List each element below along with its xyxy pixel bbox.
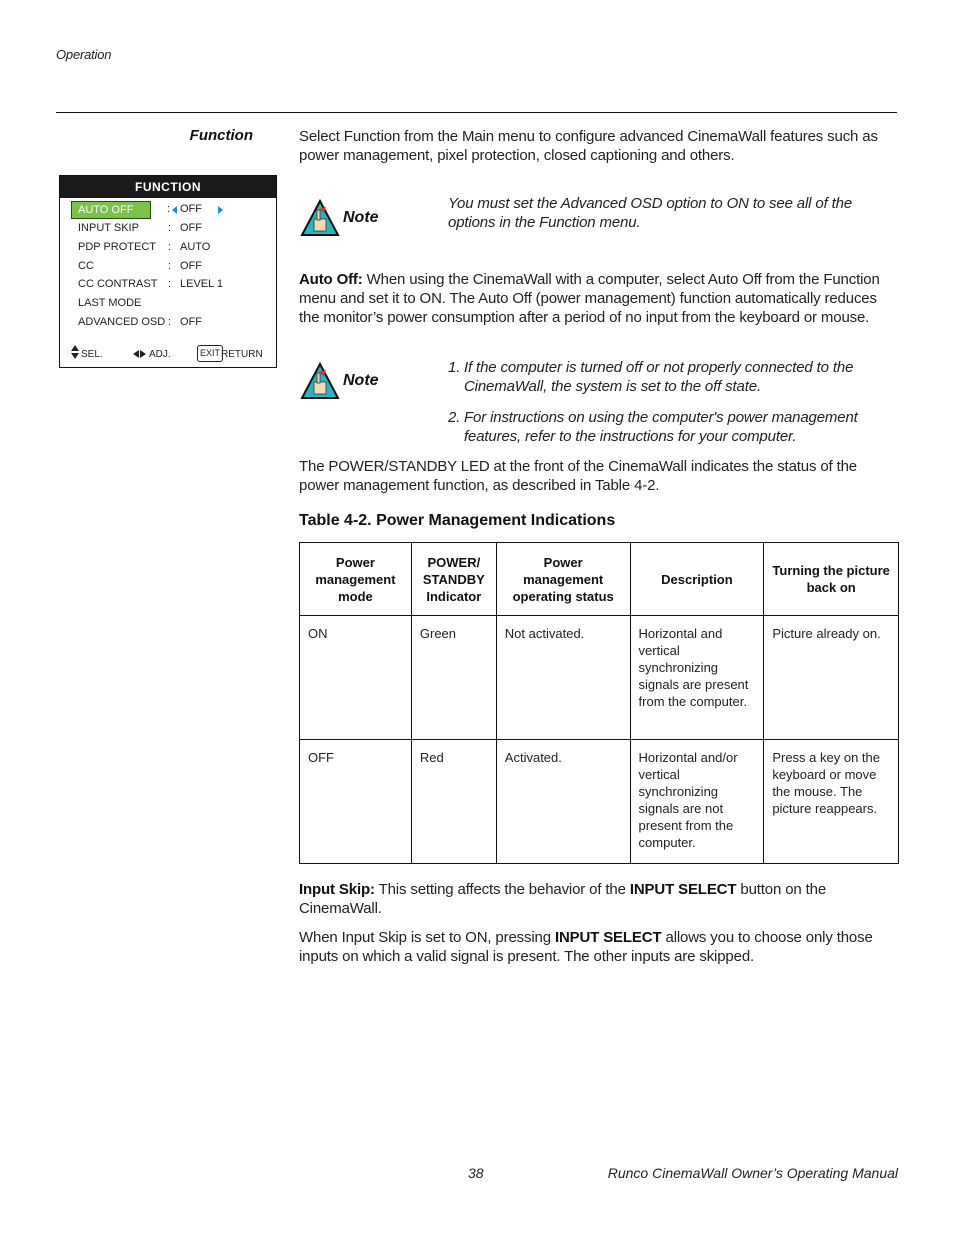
table-cell: Press a key on the keyboard or move the mouse. The picture reappears. xyxy=(764,740,899,864)
table-cell: Red xyxy=(411,740,496,864)
running-head: Operation xyxy=(56,47,112,62)
table-cell: ON xyxy=(300,616,412,740)
arrow-right-icon xyxy=(218,206,223,214)
osd-item-input-skip: INPUT SKIP : OFF xyxy=(78,222,202,234)
table-caption: Table 4-2. Power Management Indications xyxy=(299,512,616,529)
input-skip-paragraph: Input Skip: This setting affects the behavior of the INPUT SELECT button on the CinemaWall. xyxy=(299,881,827,917)
note-callout: Note xyxy=(300,199,410,239)
osd-item-auto-off: AUTO OFF : OFF xyxy=(60,201,276,219)
osd-footer: SEL. ADJ. EXIT RETURN xyxy=(60,345,276,363)
table-cell: Picture already on. xyxy=(764,616,899,740)
column-header: Power management mode xyxy=(300,543,412,616)
column-header: Description xyxy=(630,543,764,616)
table-cell: Green xyxy=(411,616,496,740)
power-led-paragraph: The POWER/STANDBY LED at the front of the CinemaWall indicates the status of the power management function, as described in Table 4-2. xyxy=(299,458,857,494)
exit-key-icon: EXIT xyxy=(197,345,223,362)
osd-function-menu xyxy=(59,175,277,368)
section-title: Function xyxy=(189,127,253,144)
osd-item-value: OFF xyxy=(180,203,202,215)
osd-menu-title: FUNCTION xyxy=(60,176,276,198)
table-row xyxy=(300,616,899,740)
table-cell: Horizontal and vertical synchronizing signals are present from the computer. xyxy=(630,616,764,740)
column-header: POWER/ STANDBY Indicator xyxy=(411,543,496,616)
auto-off-paragraph: Auto Off: When using the CinemaWall with a computer, select Auto Off from the Function menu and set it to ON. The Auto Off (power management) function automatically reduces the monitor’s power consumption after a period of no input from the keyboard or mouse. xyxy=(299,271,880,326)
note-list-item: 1. If the computer is turned off or not properly connected to the CinemaWall, the system is set to the off state. xyxy=(448,359,854,395)
note-list xyxy=(448,358,898,446)
note-hand-icon xyxy=(300,362,340,400)
column-header: Power management operating status xyxy=(496,543,630,616)
arrow-left-icon xyxy=(172,206,177,214)
note-text: You must set the Advanced OSD option to ON to see all of the options in the Function menu. xyxy=(448,195,853,231)
input-skip-detail-paragraph: When Input Skip is set to ON, pressing INPUT SELECT allows you to choose only those inputs on which a valid signal is present. The other inputs are skipped. xyxy=(299,929,873,965)
manual-title: Runco CinemaWall Owner’s Operating Manual xyxy=(607,1165,898,1181)
page-number: 38 xyxy=(468,1165,484,1181)
section-intro: Select Function from the Main menu to configure advanced CinemaWall features such as power management, pixel protection, closed captioning and others. xyxy=(299,128,878,164)
osd-item-label: AUTO OFF xyxy=(71,201,151,219)
osd-item-last-mode: LAST MODE xyxy=(78,297,142,309)
note-callout: Note xyxy=(300,362,410,402)
table-cell: Not activated. xyxy=(496,616,630,740)
power-management-table xyxy=(299,542,899,864)
osd-item-cc: CC : OFF xyxy=(78,260,202,272)
table-cell: OFF xyxy=(300,740,412,864)
note-hand-icon xyxy=(300,199,340,237)
column-header: Turning the picture back on xyxy=(764,543,899,616)
table-header-row xyxy=(300,543,899,616)
osd-item-pdp-protect: PDP PROTECT : AUTO xyxy=(78,241,211,253)
osd-item-advanced-osd: ADVANCED OSD : OFF xyxy=(78,316,202,328)
up-down-arrows-icon xyxy=(71,345,79,361)
header-rule xyxy=(56,112,897,113)
left-right-arrows-icon xyxy=(133,350,147,358)
table-cell: Horizontal and/or vertical synchronizing signals are not present from the computer. xyxy=(630,740,764,864)
table-row xyxy=(300,740,899,864)
table-cell: Activated. xyxy=(496,740,630,864)
note-list-item: 2. For instructions on using the computer's power management features, refer to the instructions for your computer. xyxy=(448,409,858,445)
osd-item-cc-contrast: CC CONTRAST : LEVEL 1 xyxy=(78,278,224,290)
